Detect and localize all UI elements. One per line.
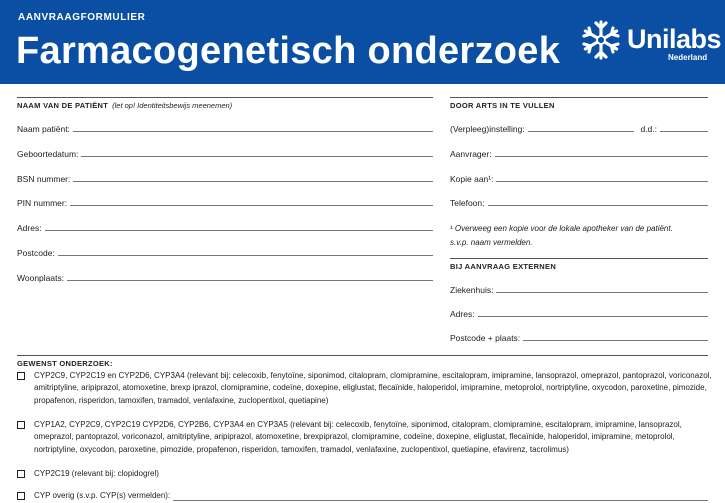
input-line[interactable] — [81, 156, 433, 157]
field-postcode[interactable] — [17, 248, 433, 258]
option-cyp-overig[interactable] — [17, 490, 708, 502]
brand-name: Unilabs — [627, 24, 722, 54]
header-banner — [0, 0, 725, 84]
field-label: Adres: — [450, 309, 475, 319]
option-cyp-panel-1[interactable] — [17, 370, 717, 407]
field-geboortedatum[interactable] — [17, 149, 433, 159]
checkbox[interactable] — [17, 421, 25, 429]
divider — [17, 355, 708, 356]
field-label: Geboortedatum: — [17, 149, 79, 159]
field-aanvrager[interactable] — [450, 149, 708, 159]
field-label: Naam patiënt: — [17, 124, 70, 134]
patient-heading-text: NAAM VAN DE PATIËNT — [17, 101, 109, 110]
footnote-line-2: s.v.p. naam vermelden. — [450, 237, 533, 247]
input-line[interactable] — [173, 500, 708, 501]
field-label: Aanvrager: — [450, 149, 492, 159]
field-extern-adres[interactable] — [450, 309, 708, 319]
footnote — [450, 222, 673, 249]
input-line[interactable] — [528, 131, 635, 132]
option-cyp2c19[interactable] — [17, 468, 717, 480]
option-cyp-panel-2[interactable] — [17, 419, 717, 456]
checkbox[interactable] — [17, 470, 25, 478]
input-line[interactable] — [496, 181, 708, 182]
field-pin-nummer[interactable] — [17, 198, 433, 208]
input-line[interactable] — [488, 205, 709, 206]
field-label: Adres: — [17, 223, 42, 233]
input-line[interactable] — [478, 316, 708, 317]
field-ziekenhuis[interactable] — [450, 285, 708, 295]
checkbox[interactable] — [17, 492, 25, 500]
page-title: Farmacogenetisch onderzoek — [16, 30, 561, 72]
input-line[interactable] — [58, 255, 433, 256]
field-label: Woonplaats: — [17, 273, 65, 283]
divider — [17, 97, 433, 98]
field-label: Postcode + plaats: — [450, 333, 521, 343]
snowflake-logo-icon — [580, 19, 622, 61]
field-label: Kopie aan¹: — [450, 174, 494, 184]
field-label: Ziekenhuis: — [450, 285, 494, 295]
field-postcode-plaats[interactable] — [450, 333, 708, 343]
field-label: Telefoon: — [450, 198, 485, 208]
brand-subtitle: Nederland — [668, 53, 708, 62]
input-line[interactable] — [73, 131, 433, 132]
field-adres[interactable] — [17, 223, 433, 233]
field-label: (Verpleeg)instelling: — [450, 124, 525, 134]
input-line[interactable] — [496, 292, 708, 293]
input-line[interactable] — [70, 205, 433, 206]
divider — [450, 97, 708, 98]
input-line[interactable] — [67, 280, 433, 281]
input-line[interactable] — [495, 156, 708, 157]
patient-section-heading — [17, 101, 232, 110]
field-bsn-nummer[interactable] — [17, 174, 433, 184]
input-line[interactable] — [45, 230, 433, 231]
option-label: CYP2C9, CYP2C19 en CYP2D6, CYP3A4 (relevant bij: celecoxib, fenytoïne, siponimod, citalopram, clomipramine, escitalopram, imipramine, lansoprazol, omeprazol, pantoprazol, voriconazol, amitriptyline, aripiprazol, atomoxetine, brexp iprazol, clomipramine, codeïne, doxepine, eliglustat, flecaïnide, haloperidol, imipramine, metoprolol, nortriptyline, oxycodon, paroxetine, pimozide, propafenon, risperidon, tamoxifen, tramadol, venlafaxine, zuclopentixol, quetiapine) — [34, 371, 712, 405]
field-label: PIN nummer: — [17, 198, 68, 208]
input-line[interactable] — [73, 181, 433, 182]
field-woonplaats[interactable] — [17, 273, 433, 283]
option-label: CYP overig (s.v.p. CYP(s) vermelden): — [34, 491, 171, 500]
field-label: Postcode: — [17, 248, 55, 258]
option-label: CYP1A2, CYP2C9, CYP2C19 CYP2D6, CYP2B6, CYP3A4 en CYP3A5 (relevant bij: celecoxib, fenytoïne, siponimod, citalopram, clomipramine, escitalopram, imipramine, lansoprazol, omeprazol, pantoprazol, voriconazol, amitriptyline, aripiprazol, atomoxetine, brexpiprazol, clomipramine, codeïne, doxepine, eliglustat, flecaïnide, haloperidol, imipramine, metoprolol, nortriptyline, oxycodon, paroxetine, pimozide, propafenon, risperidon, tamoxifen, tramadol, venlafaxine, zuclopentixol, quetiapine, efavirenz, tacrolimus) — [34, 420, 682, 454]
field-kopie-aan[interactable] — [450, 174, 708, 184]
arts-section-heading: DOOR ARTS IN TE VULLEN — [450, 101, 555, 110]
field-label-date: d.d.: — [640, 124, 657, 134]
patient-heading-note: (let op! Identiteitsbewijs meenemen) — [112, 101, 233, 110]
footnote-line-1: ¹ Overweeg een kopie voor de lokale apotheker van de patiënt. — [450, 224, 673, 233]
field-instelling[interactable] — [450, 124, 708, 134]
onderzoek-section-heading: GEWENST ONDERZOEK: — [17, 359, 113, 368]
extern-section-heading: BIJ AANVRAAG EXTERNEN — [450, 262, 557, 271]
field-telefoon[interactable] — [450, 198, 708, 208]
form-kicker: AANVRAAGFORMULIER — [18, 12, 146, 23]
option-label: CYP2C19 (relevant bij: clopidogrel) — [34, 469, 159, 478]
field-naam-patient[interactable] — [17, 124, 433, 134]
brand-logo — [580, 18, 720, 68]
field-label: BSN nummer: — [17, 174, 71, 184]
checkbox[interactable] — [17, 372, 25, 380]
date-input-line[interactable] — [660, 131, 708, 132]
input-line[interactable] — [523, 340, 708, 341]
divider — [450, 258, 708, 259]
